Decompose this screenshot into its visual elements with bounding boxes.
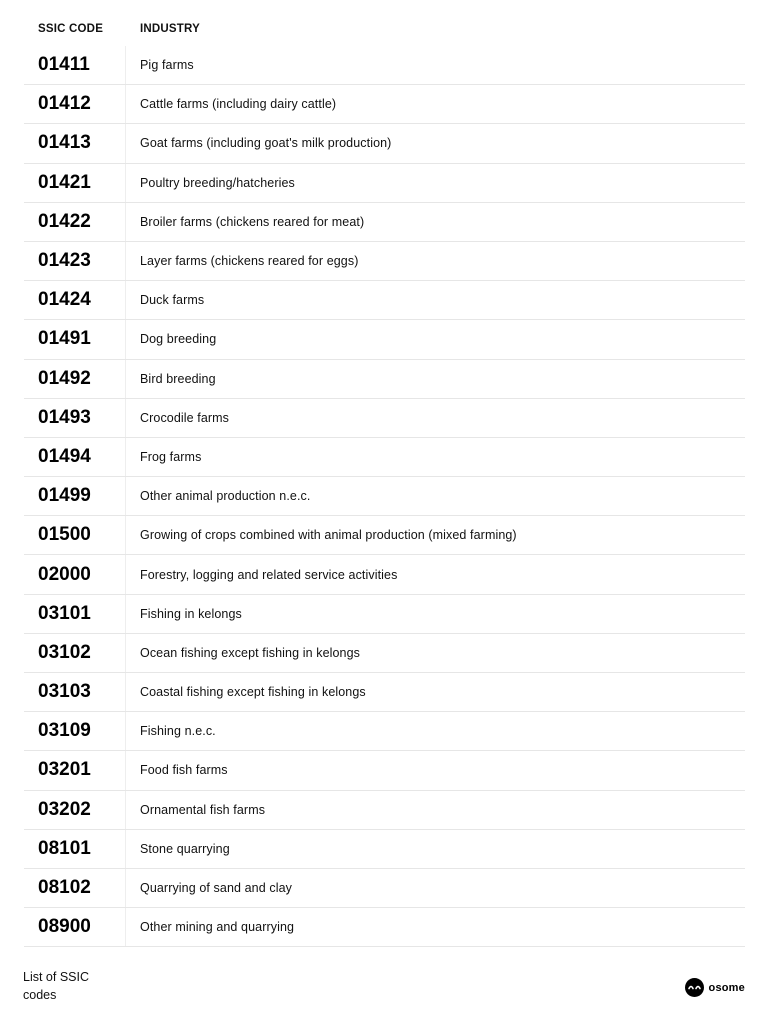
table-row bbox=[24, 595, 745, 634]
table-row bbox=[24, 320, 745, 359]
ssic-code: 03103 bbox=[38, 681, 91, 703]
column-divider bbox=[125, 399, 126, 437]
ssic-code: 08900 bbox=[38, 916, 91, 938]
column-divider bbox=[125, 634, 126, 672]
column-divider bbox=[125, 908, 126, 946]
industry-name: Food fish farms bbox=[140, 763, 228, 778]
column-header-industry: INDUSTRY bbox=[140, 23, 200, 35]
column-divider bbox=[125, 869, 126, 907]
osome-logo-icon bbox=[685, 978, 704, 997]
column-header-code: SSIC CODE bbox=[38, 23, 104, 35]
table-header bbox=[24, 18, 745, 44]
table-row bbox=[24, 712, 745, 751]
ssic-code: 03201 bbox=[38, 759, 91, 781]
ssic-code: 01499 bbox=[38, 485, 91, 507]
table-row bbox=[24, 281, 745, 320]
industry-name: Ocean fishing except fishing in kelongs bbox=[140, 645, 361, 660]
column-divider bbox=[125, 281, 126, 319]
ssic-code: 01423 bbox=[38, 250, 91, 272]
ssic-code: 01494 bbox=[38, 445, 91, 467]
table-row bbox=[24, 85, 745, 124]
ssic-code: 01411 bbox=[38, 54, 90, 76]
column-divider bbox=[125, 751, 126, 789]
ssic-code: 01412 bbox=[38, 93, 91, 115]
industry-name: Fishing n.e.c. bbox=[140, 724, 216, 739]
table-row bbox=[24, 673, 745, 712]
table-row bbox=[24, 164, 745, 203]
industry-name: Dog breeding bbox=[140, 332, 217, 347]
ssic-code: 01421 bbox=[38, 171, 91, 193]
table-row bbox=[24, 516, 745, 555]
ssic-code: 03109 bbox=[38, 720, 91, 742]
column-divider bbox=[125, 164, 126, 202]
table-row bbox=[24, 46, 745, 85]
column-divider bbox=[125, 85, 126, 123]
industry-name: Broiler farms (chickens reared for meat) bbox=[140, 214, 365, 229]
column-divider bbox=[125, 124, 126, 162]
industry-name: Cattle farms (including dairy cattle) bbox=[140, 97, 337, 112]
table-row bbox=[24, 203, 745, 242]
table-row bbox=[24, 438, 745, 477]
column-divider bbox=[125, 320, 126, 358]
ssic-code: 01413 bbox=[38, 132, 91, 154]
table-row bbox=[24, 791, 745, 830]
column-divider bbox=[125, 46, 126, 84]
industry-name: Other mining and quarrying bbox=[140, 920, 295, 935]
ssic-code: 01500 bbox=[38, 524, 91, 546]
industry-name: Stone quarrying bbox=[140, 841, 230, 856]
table-row bbox=[24, 830, 745, 869]
ssic-code: 02000 bbox=[38, 563, 91, 585]
column-divider bbox=[125, 438, 126, 476]
column-divider bbox=[125, 242, 126, 280]
ssic-code: 03101 bbox=[38, 602, 91, 624]
industry-name: Other animal production n.e.c. bbox=[140, 489, 311, 504]
table-row bbox=[24, 751, 745, 790]
ssic-code: 01492 bbox=[38, 367, 91, 389]
ssic-code: 01424 bbox=[38, 289, 91, 311]
table-row bbox=[24, 242, 745, 281]
ssic-code: 01493 bbox=[38, 406, 91, 428]
table-row bbox=[24, 360, 745, 399]
brand-name: osome bbox=[708, 981, 745, 994]
table-row bbox=[24, 908, 745, 947]
industry-name: Fishing in kelongs bbox=[140, 606, 242, 621]
column-divider bbox=[125, 830, 126, 868]
table-row bbox=[24, 634, 745, 673]
ssic-code: 01422 bbox=[38, 210, 91, 232]
industry-name: Frog farms bbox=[140, 449, 202, 464]
column-divider bbox=[125, 712, 126, 750]
table-row bbox=[24, 477, 745, 516]
industry-name: Layer farms (chickens reared for eggs) bbox=[140, 254, 359, 269]
industry-name: Pig farms bbox=[140, 58, 194, 73]
column-divider bbox=[125, 791, 126, 829]
table-row bbox=[24, 124, 745, 163]
ssic-code: 01491 bbox=[38, 328, 91, 350]
industry-name: Growing of crops combined with animal production (mixed farming) bbox=[140, 528, 517, 543]
column-divider bbox=[125, 673, 126, 711]
table-row bbox=[24, 869, 745, 908]
column-divider bbox=[125, 477, 126, 515]
column-divider bbox=[125, 516, 126, 554]
ssic-code: 08101 bbox=[38, 837, 91, 859]
column-divider bbox=[125, 555, 126, 593]
industry-name: Goat farms (including goat's milk production) bbox=[140, 136, 392, 151]
industry-name: Bird breeding bbox=[140, 371, 216, 386]
industry-name: Duck farms bbox=[140, 293, 205, 308]
table-row bbox=[24, 399, 745, 438]
industry-name: Forestry, logging and related service activities bbox=[140, 567, 398, 582]
ssic-code: 03102 bbox=[38, 641, 91, 663]
column-divider bbox=[125, 360, 126, 398]
industry-name: Coastal fishing except fishing in kelongs bbox=[140, 685, 366, 700]
industry-name: Poultry breeding/hatcheries bbox=[140, 175, 295, 190]
table-row bbox=[24, 555, 745, 594]
ssic-code: 08102 bbox=[38, 877, 91, 899]
ssic-code: 03202 bbox=[38, 798, 91, 820]
industry-name: Crocodile farms bbox=[140, 410, 230, 425]
column-divider bbox=[125, 203, 126, 241]
industry-name: Ornamental fish farms bbox=[140, 802, 266, 817]
footer-caption: List of SSIC codes bbox=[23, 970, 89, 1002]
industry-name: Quarrying of sand and clay bbox=[140, 881, 292, 896]
ssic-table bbox=[24, 46, 745, 947]
brand-logo bbox=[685, 978, 745, 997]
column-divider bbox=[125, 595, 126, 633]
